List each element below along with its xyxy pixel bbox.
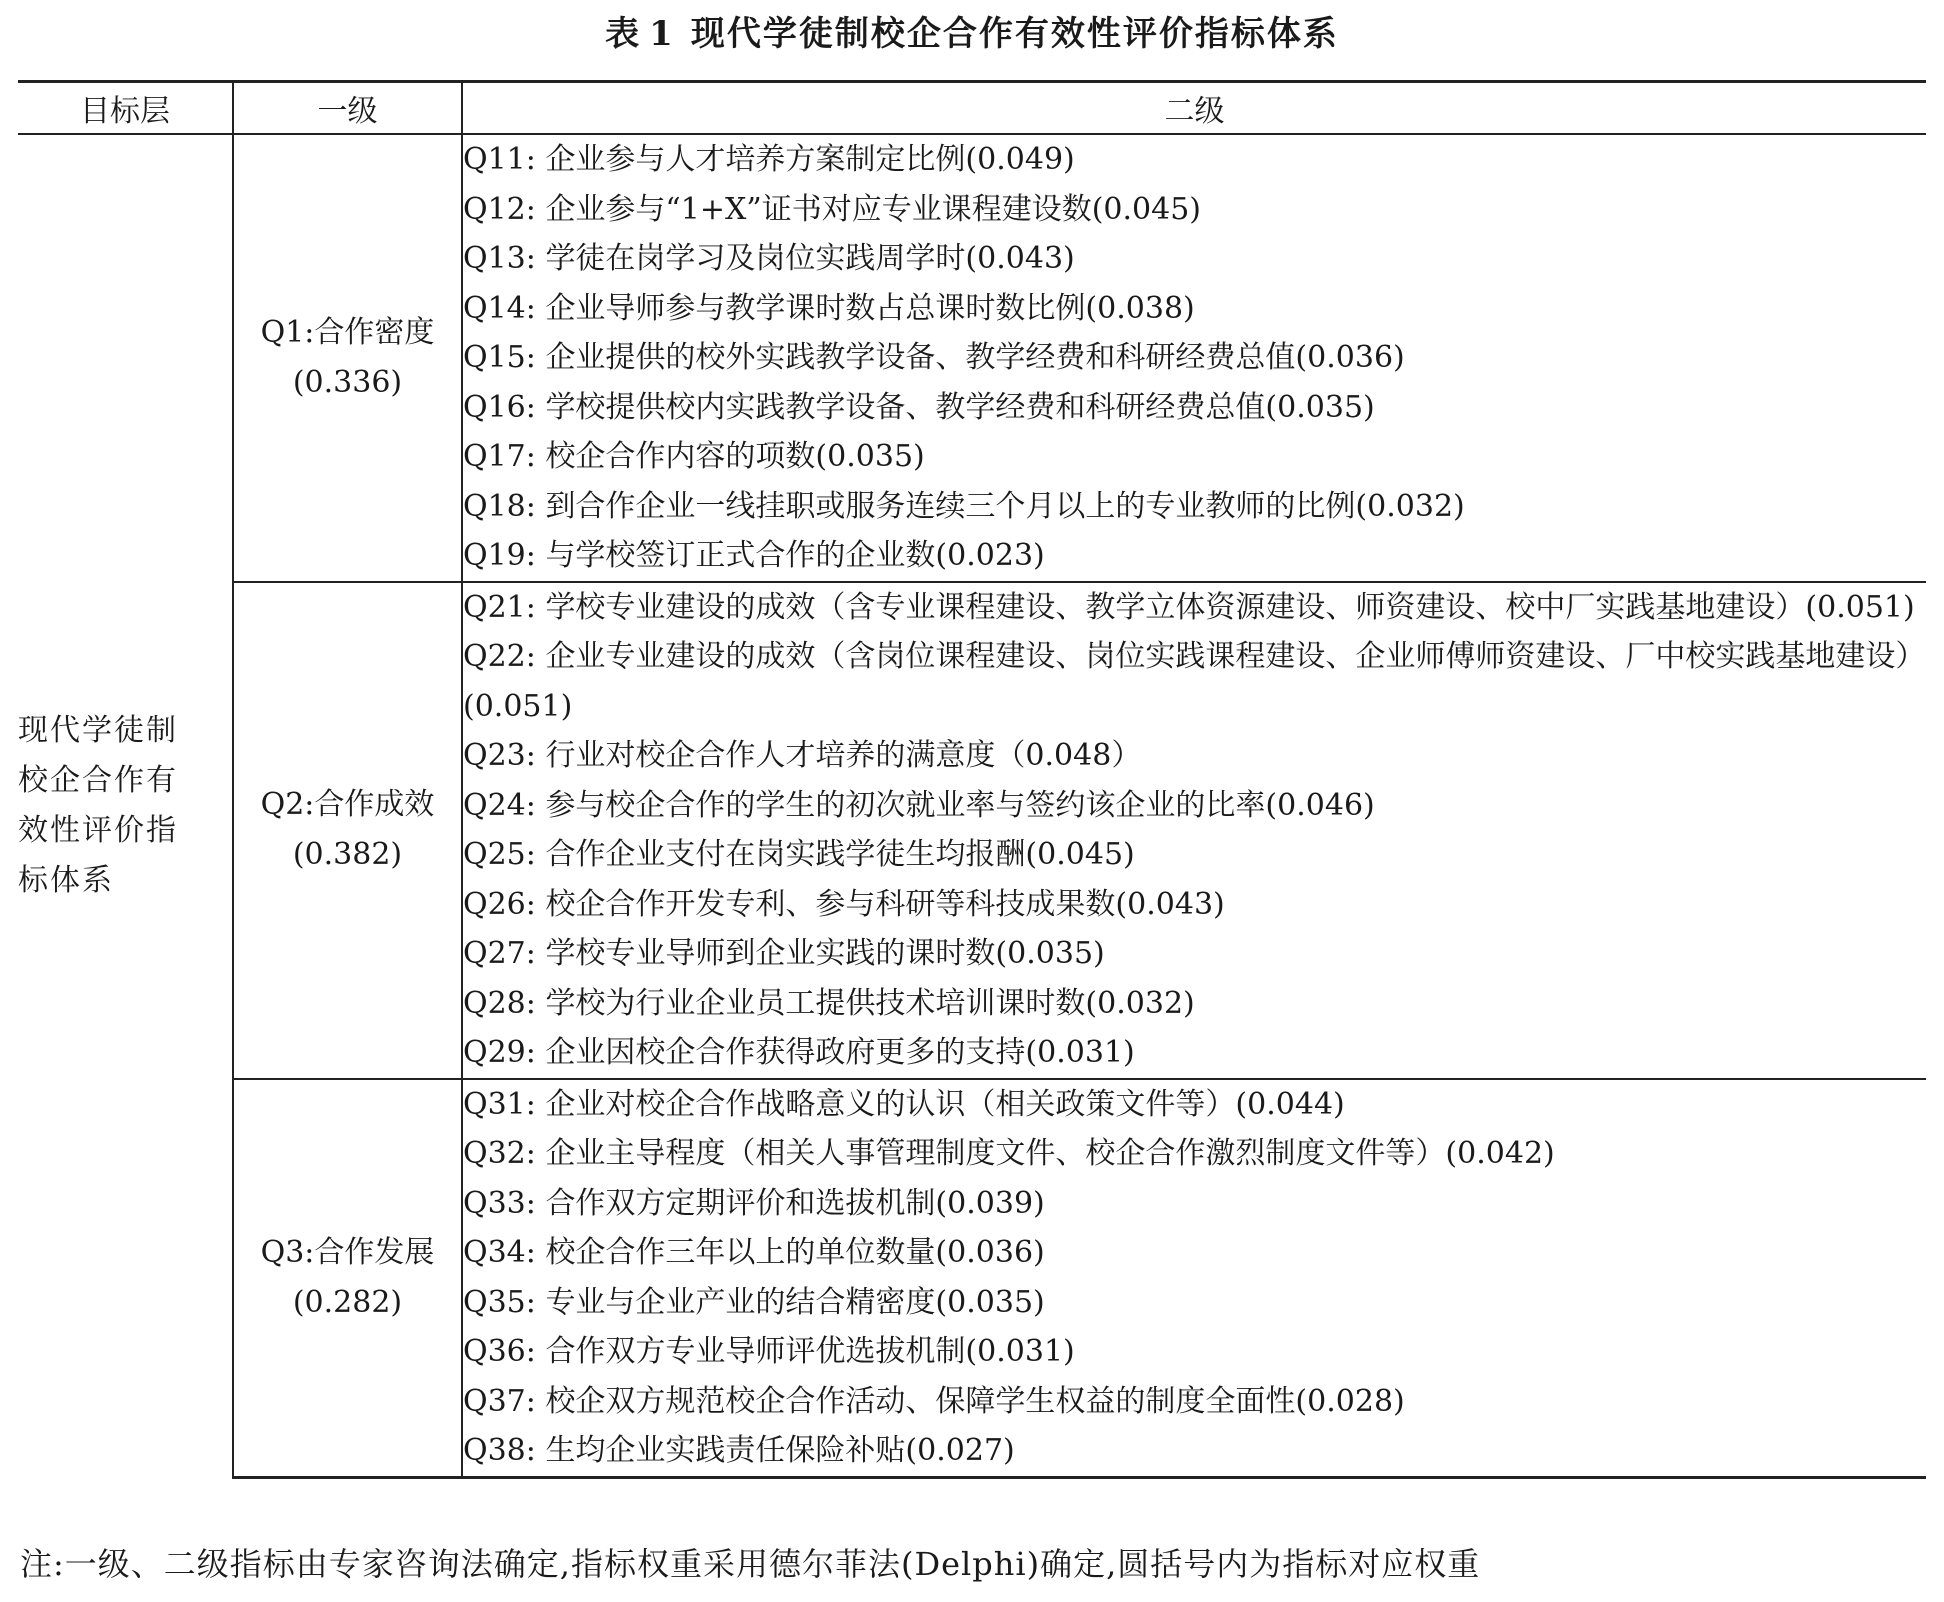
indicator-item <box>463 531 1926 581</box>
target-line: 现代学徒制 <box>18 713 178 748</box>
indicator-code: Q18: <box>463 488 536 524</box>
table-header <box>18 82 1926 135</box>
indicator-item <box>463 1179 1926 1229</box>
indicator-code: Q15: <box>463 340 536 375</box>
indicator-item <box>463 1129 1926 1179</box>
indicator-text: 企业专业建设的成效（含岗位课程建设、岗位实践课程建设、企业师傅师资建设、厂中校实践基地建设）(0.051) <box>463 639 1926 724</box>
indicator-text: 学校专业建设的成效（含专业课程建设、教学立体资源建设、师资建设、校中厂实践基地建设）(0.051) <box>545 589 1915 625</box>
indicator-code: Q37: <box>463 1383 536 1419</box>
level1-cell-q3 <box>233 1079 462 1478</box>
indicator-text: 合作双方专业导师评优选拔机制(0.031) <box>545 1334 1075 1369</box>
indicator-item <box>463 234 1926 284</box>
indicator-text: 校企合作内容的项数(0.035) <box>545 439 925 474</box>
indicator-item <box>463 482 1926 532</box>
indicator-code: Q31: <box>463 1086 536 1122</box>
indicator-item <box>463 583 1926 633</box>
indicator-item <box>463 1426 1926 1476</box>
header-target: 目标层 <box>18 82 233 135</box>
group-row-q3 <box>18 1079 1926 1478</box>
indicator-item <box>463 929 1926 979</box>
indicator-code: Q16: <box>463 389 536 425</box>
indicator-code: Q38: <box>463 1433 536 1468</box>
indicator-text: 校企合作三年以上的单位数量(0.036) <box>545 1235 1045 1270</box>
indicator-code: Q35: <box>463 1284 536 1320</box>
indicator-item <box>463 781 1926 831</box>
header-level2: 二级 <box>462 82 1926 135</box>
indicator-code: Q19: <box>463 538 536 573</box>
indicator-text: 校企合作开发专利、参与科研等科技成果数(0.043) <box>545 886 1225 922</box>
level2-cell-q2 <box>462 582 1926 1079</box>
indicator-text: 企业主导程度（相关人事管理制度文件、校企合作激烈制度文件等）(0.042) <box>545 1136 1555 1171</box>
indicator-text: 学校提供校内实践教学设备、教学经费和科研经费总值(0.035) <box>545 389 1375 425</box>
indicator-item <box>463 632 1926 731</box>
indicator-code: Q25: <box>463 837 536 872</box>
table-title-number: 1 <box>649 14 675 54</box>
indicator-code: Q27: <box>463 936 536 971</box>
level1-label: Q3:合作发展 <box>260 1234 435 1270</box>
indicator-text: 学校为行业企业员工提供技术培训课时数(0.032) <box>545 985 1195 1021</box>
target-line: 标体系 <box>18 863 114 898</box>
indicator-text: 企业参与人才培养方案制定比例(0.049) <box>545 142 1075 177</box>
table-note: 注:一级、二级指标由专家咨询法确定,指标权重采用德尔菲法(Delphi)确定,圆括号内为指标对应权重 <box>20 1545 1481 1583</box>
level1-weight: (0.336) <box>292 364 403 400</box>
indicator-code: Q34: <box>463 1235 536 1270</box>
indicator-code: Q12: <box>463 191 536 227</box>
indicator-text: 到合作企业一线挂职或服务连续三个月以上的专业教师的比例(0.032) <box>545 488 1465 524</box>
target-line: 校企合作有 <box>18 763 178 798</box>
indicator-item <box>463 284 1926 334</box>
indicator-item <box>463 731 1926 781</box>
indicator-item <box>463 1080 1926 1130</box>
indicator-text: 企业导师参与教学课时数占总课时数比例(0.038) <box>545 290 1195 326</box>
indicator-code: Q33: <box>463 1185 536 1221</box>
level1-label: Q2:合作成效 <box>260 787 435 822</box>
indicator-code: Q13: <box>463 241 536 276</box>
indicator-item <box>463 979 1926 1029</box>
indicator-code: Q28: <box>463 985 536 1021</box>
indicator-item <box>463 333 1926 383</box>
table-title-prefix: 表 <box>605 14 642 54</box>
indicator-text: 专业与企业产业的结合精密度(0.035) <box>545 1284 1045 1320</box>
indicator-code: Q11: <box>463 142 536 177</box>
indicator-text: 行业对校企合作人才培养的满意度（0.048） <box>545 738 1142 773</box>
table-title-text: 现代学徒制校企合作有效性评价指标体系 <box>690 14 1339 54</box>
indicator-code: Q32: <box>463 1136 536 1171</box>
indicator-code: Q26: <box>463 886 536 922</box>
level2-cell-q1 <box>462 134 1926 582</box>
table-title <box>0 14 1944 54</box>
header-level1: 一级 <box>233 82 462 135</box>
indicator-code: Q23: <box>463 738 536 773</box>
indicator-item <box>463 1377 1926 1427</box>
indicator-code: Q24: <box>463 787 536 823</box>
indicator-code: Q14: <box>463 290 536 326</box>
indicator-text: 合作企业支付在岗实践学徒生均报酬(0.045) <box>545 837 1135 872</box>
header-row <box>18 82 1926 135</box>
indicator-text: 企业参与“1+X”证书对应专业课程建设数(0.045) <box>545 191 1201 227</box>
level1-weight: (0.282) <box>292 1284 403 1320</box>
indicator-text: 企业对校企合作战略意义的认识（相关政策文件等）(0.044) <box>545 1086 1345 1122</box>
indicator-item <box>463 1028 1926 1078</box>
indicator-text: 企业因校企合作获得政府更多的支持(0.031) <box>545 1035 1135 1070</box>
table-body <box>18 134 1926 1477</box>
indicator-text: 企业提供的校外实践教学设备、教学经费和科研经费总值(0.036) <box>545 340 1405 375</box>
indicator-item <box>463 1278 1926 1328</box>
target-line: 效性评价指 <box>18 813 178 848</box>
indicator-text: 生均企业实践责任保险补贴(0.027) <box>545 1433 1015 1468</box>
indicator-code: Q36: <box>463 1334 536 1369</box>
group-row-q1 <box>18 134 1926 582</box>
indicator-item <box>463 1228 1926 1278</box>
indicator-table <box>18 80 1926 1479</box>
indicator-item <box>463 185 1926 235</box>
level1-cell-q1 <box>233 134 462 582</box>
indicator-text: 学徒在岗学习及岗位实践周学时(0.043) <box>545 241 1075 276</box>
indicator-code: Q22: <box>463 639 536 674</box>
group-row-q2 <box>18 582 1926 1079</box>
level2-cell-q3 <box>462 1079 1926 1478</box>
indicator-item <box>463 135 1926 185</box>
level1-weight: (0.382) <box>292 837 403 872</box>
indicator-text: 与学校签订正式合作的企业数(0.023) <box>545 538 1045 573</box>
indicator-item <box>463 1327 1926 1377</box>
target-cell <box>18 134 233 1477</box>
indicator-text: 学校专业导师到企业实践的课时数(0.035) <box>545 936 1105 971</box>
level1-label: Q1:合作密度 <box>260 314 435 350</box>
indicator-code: Q21: <box>463 589 536 625</box>
indicator-code: Q29: <box>463 1035 536 1070</box>
indicator-text: 合作双方定期评价和选拔机制(0.039) <box>545 1185 1045 1221</box>
indicator-item <box>463 383 1926 433</box>
indicator-item <box>463 880 1926 930</box>
indicator-item <box>463 830 1926 880</box>
indicator-text: 参与校企合作的学生的初次就业率与签约该企业的比率(0.046) <box>545 787 1375 823</box>
indicator-item <box>463 432 1926 482</box>
indicator-code: Q17: <box>463 439 536 474</box>
indicator-text: 校企双方规范校企合作活动、保障学生权益的制度全面性(0.028) <box>545 1383 1405 1419</box>
level1-cell-q2 <box>233 582 462 1079</box>
